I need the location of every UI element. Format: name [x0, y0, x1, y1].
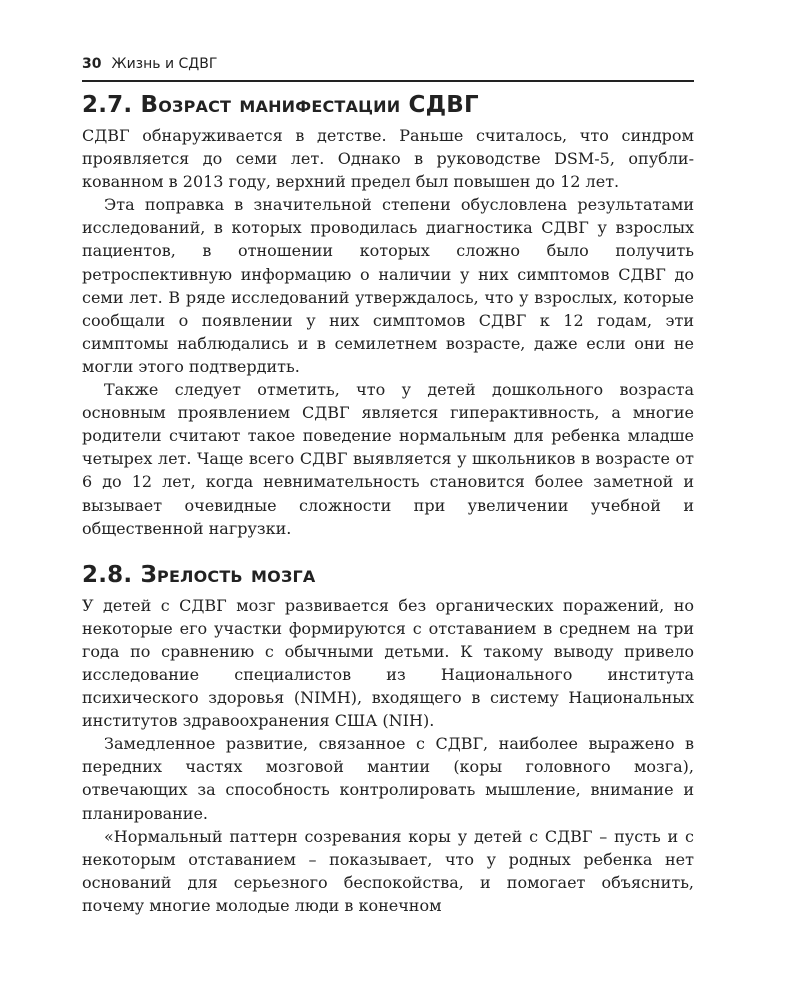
paragraph: Эта поправка в значительной степени обусловлена результатами исследований, в которых проводилась диагностика СДВГ у взрослых пациентов, в отношении которых сложно было получить ретроспективную информацию о наличии у них симптомов СДВГ до семи лет. В ряде исследований утверждалось, что у взрослых, которые сообщали о появлении у них симптомов СДВГ к 12 годам, эти симптомы наблюдались и в семилетнем возрасте, даже если они не могли этого подтвердить.	[82, 195, 694, 376]
paragraph: У детей с СДВГ мозг развивается без органических поражений, но некоторые его участки формируются с отставанием в среднем на три года по сравнению с обычными детьми. К такому выводу привело исследование специалистов из Национального института психического здоровья (NIMH), входящего в систему Национальных институтов здравоохранения США (NIH).	[82, 595, 694, 731]
running-head	[82, 52, 694, 76]
paragraph: «Нормальный паттерн созревания коры у детей с СДВГ – пусть и с некоторым отставанием – показывает, что у родных ребенка нет оснований для серьезного беспокойства, и помогает объяснить, почему многие молодые люди в конечном	[82, 826, 694, 915]
section-heading-2-8: 2.8. Зрелость мозга	[82, 561, 316, 588]
paragraph: Также следует отметить, что у детей дошкольного возраста основным проявлением СДВГ является гиперактивность, а многие родители считают такое поведение нормальным для ребенка младше четырех лет. Чаще всего СДВГ выявляется у школьников в возрасте от 6 до 12 лет, когда невнимательность становится более заметной и вызывает очевидные сложности при увеличении учебной и общественной нагрузки.	[82, 380, 694, 538]
page-number: 30	[82, 56, 102, 72]
header-rule	[82, 80, 694, 82]
book-page	[82, 52, 694, 917]
paragraph: СДВГ обнаруживается в детстве. Раньше считалось, что синдром проявляется до семи лет. Однако в руководстве DSM-5, опубликованном в 2013 году, верхний предел был повышен до 12 лет.	[82, 126, 694, 192]
book-title: Жизнь и СДВГ	[111, 56, 218, 72]
paragraph: Замедленное развитие, связанное с СДВГ, наиболее выражено в передних частях мозговой мантии (коры головного мозга), отвечающих за способность контролировать мышление, внимание и планирование.	[82, 734, 694, 823]
section-heading-2-7: 2.7. Возраст манифестации СДВГ	[82, 92, 479, 118]
